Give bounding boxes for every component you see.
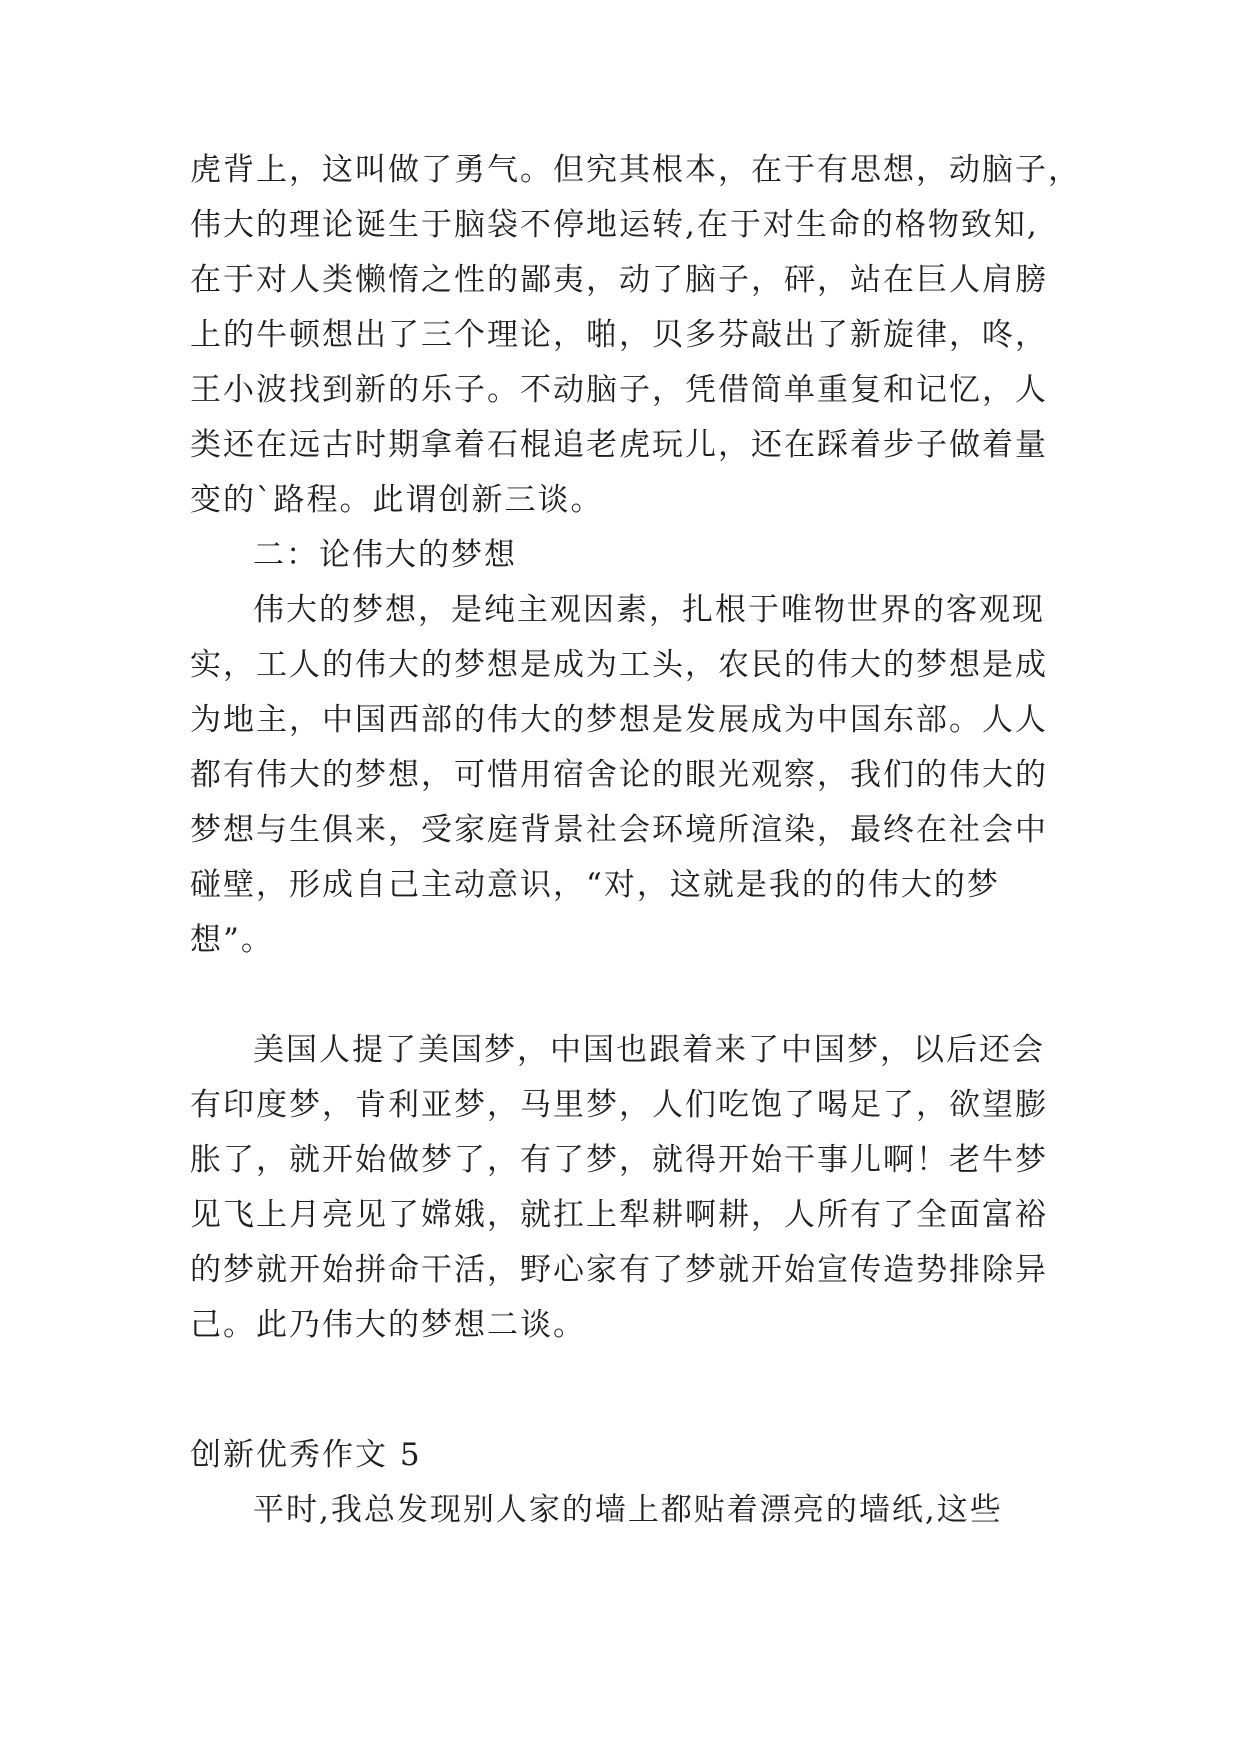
- text-line: 在于对人类懒惰之性的鄙夷，动了脑子，砰，站在巨人肩膀: [190, 262, 1048, 298]
- text-line: 上的牛顿想出了三个理论，啪，贝多芬敲出了新旋律，咚，: [190, 317, 1048, 353]
- text-line: 梦想与生俱来，受家庭背景社会环境所渲染，最终在社会中: [190, 812, 1048, 848]
- text-line: 都有伟大的梦想，可惜用宿舍论的眼光观察，我们的伟大的: [190, 757, 1048, 793]
- text-line: 类还在远古时期拿着石棍追老虎玩儿，还在踩着步子做着量: [190, 427, 1048, 463]
- text-line: 伟大的理论诞生于脑袋不停地运转,在于对生命的格物致知,: [190, 207, 1039, 243]
- text-line: 胀了，就开始做梦了，有了梦，就得开始干事儿啊！老牛梦: [190, 1142, 1048, 1178]
- text-line: 实，工人的伟大的梦想是成为工头，农民的伟大的梦想是成: [190, 647, 1048, 683]
- text-line: 王小波找到新的乐子。不动脑子，凭借简单重复和记忆，人: [190, 372, 1048, 408]
- text-line: 伟大的梦想，是纯主观因素，扎根于唯物世界的客观现: [253, 592, 1045, 628]
- text-line: 变的`路程。此谓创新三谈。: [190, 482, 604, 518]
- text-line: 虎背上，这叫做了勇气。但究其根本，在于有思想，动脑子，: [190, 152, 1081, 188]
- text-line: 见飞上月亮见了嫦娥，就扛上犁耕啊耕，人所有了全面富裕: [190, 1197, 1048, 1233]
- text-line: 己。此乃伟大的梦想二谈。: [190, 1307, 586, 1343]
- section-heading: 二：论伟大的梦想: [253, 537, 517, 573]
- text-line: 美国人提了美国梦，中国也跟着来了中国梦，以后还会: [253, 1032, 1045, 1068]
- text-line: 想”。: [190, 922, 274, 958]
- text-line: 平时,我总发现别人家的墙上都贴着漂亮的墙纸,这些: [253, 1492, 1003, 1528]
- text-line: 有印度梦，肯利亚梦，马里梦，人们吃饱了喝足了，欲望膨: [190, 1087, 1048, 1123]
- text-line: 碰壁，形成自己主动意识，“对，这就是我的的伟大的梦: [190, 867, 1000, 903]
- text-line: 的梦就开始拼命干活，野心家有了梦就开始宣传造势排除异: [190, 1252, 1048, 1288]
- article-title: 创新优秀作文 5: [190, 1437, 422, 1473]
- text-line: 为地主，中国西部的伟大的梦想是发展成为中国东部。人人: [190, 702, 1048, 738]
